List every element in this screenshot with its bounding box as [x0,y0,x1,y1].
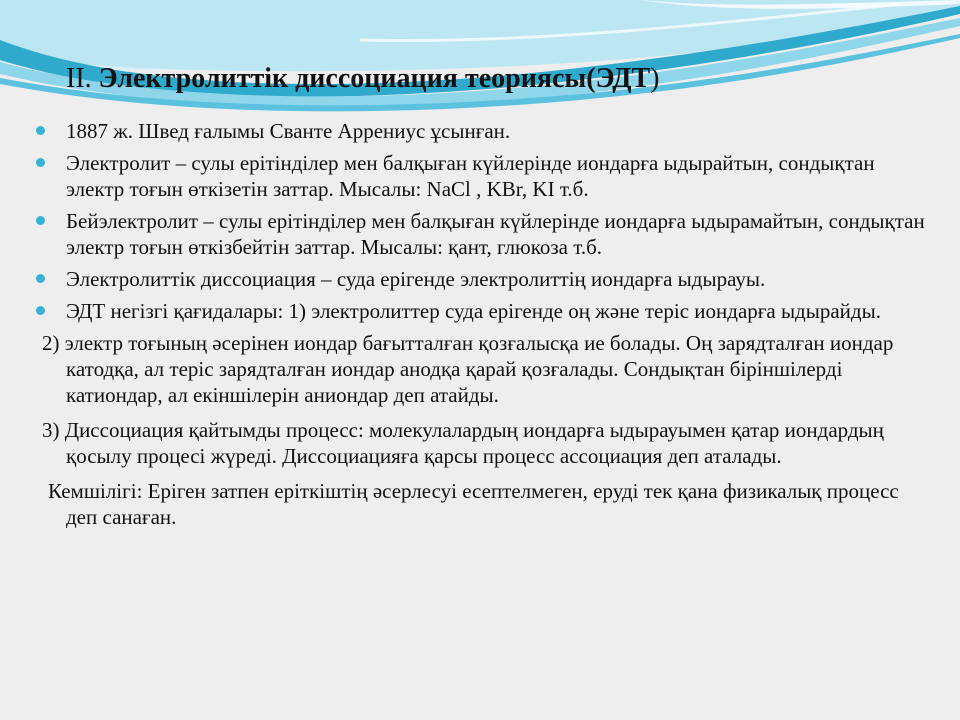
bullet-item [34,266,934,292]
slide-content [34,118,934,539]
bullet-dot-icon [36,216,45,225]
slide-title [66,62,926,96]
title-text: Электролиттік диссоциация теориясы(ЭДТ [98,63,651,94]
title-number: II. [66,63,99,94]
rule-2-paragraph: 2) электр тоғының әсерінен иондар бағытталған қозғалысқа ие болады. Оң зарядталған иондар катодқа, ал теріс зарядталған иондар анодқа қарай қозғалады. Сондықтан біріншілерді катиондар, ал екіншілерін аниондар деп атайды. [42,331,894,407]
bullet-item [34,298,934,324]
bullet-dot-icon [36,274,45,283]
bullet-dot-icon [36,126,45,135]
bullet-dot-icon [36,158,45,167]
drawback-paragraph: Кемшілігі: Еріген затпен еріткіштің әсерлесуі есептелмеген, еруді тек қана физикалық процесс деп санаған. [48,479,899,529]
bullet-text: Электролит – сулы ерітінділер мен балқыған күйлерінде иондарға ыдырайтын, сондықтан электр тоғын өткізетін заттар. Мысалы: NaCl , KBr, KI т.б. [66,151,875,201]
bullet-item [34,208,934,260]
bullet-text: Бейэлектролит – сулы ерітінділер мен балқыған күйлерінде иондарға ыдырамайтын, сондықтан электр тоғын өткізбейтін заттар. Мысалы: қант, глюкоза т.б. [66,209,925,259]
bullet-text: Электролиттік диссоциация – суда ерігенде электролиттің иондарға ыдырауы. [66,267,766,291]
rule-3-paragraph: 3) Диссоциация қайтымды процесс: молекулалардың иондарға ыдырауымен қатар иондардың қосылу процесі жүреді. Диссоциацияға қарсы процесс ассоциация деп аталады. [42,418,884,468]
bullet-item [34,118,934,144]
bullet-text: 1887 ж. Швед ғалымы Сванте Аррениус ұсынған. [66,119,511,143]
top-wave-decoration [0,0,960,120]
bullet-text: ЭДТ негізгі қағидалары: 1) электролиттер суда ерігенде оң және теріс иондарға ыдырайды. [66,299,881,323]
bullet-item [34,150,934,202]
title-closing-paren: ) [650,63,660,94]
bullet-dot-icon [36,306,45,315]
